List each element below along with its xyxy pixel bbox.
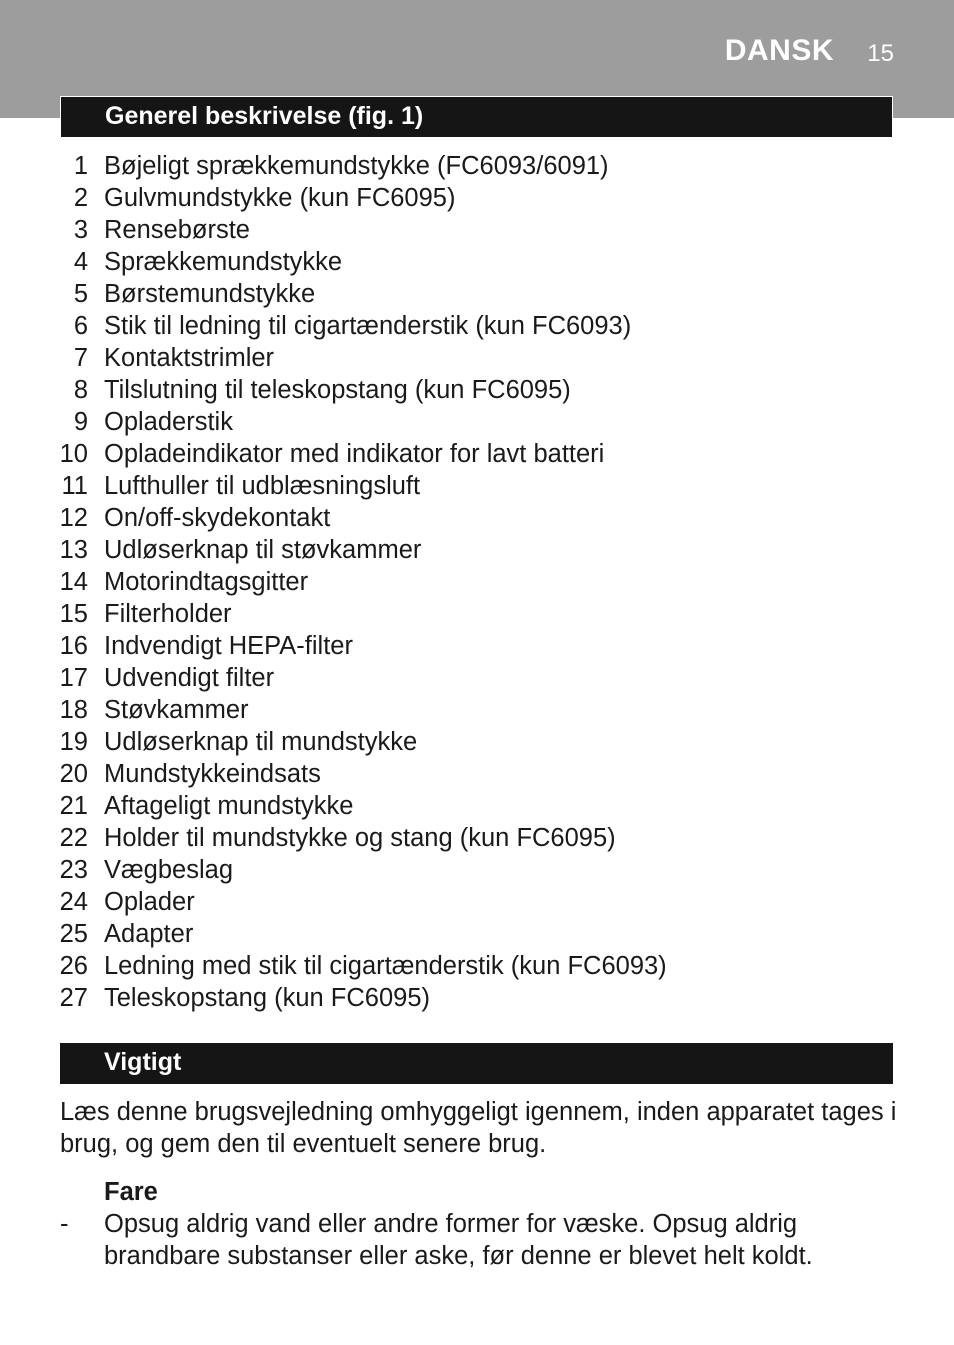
item-label: Gulvmundstykke (kun FC6095) [104,184,456,212]
list-item [0,470,954,502]
item-label: Adapter [104,920,194,948]
item-number: 4 [73,248,88,276]
item-label: Motorindtagsgitter [104,568,309,596]
item-label: Teleskopstang (kun FC6095) [104,984,431,1012]
list-item [0,246,954,278]
list-item [0,534,954,566]
list-item [0,662,954,694]
list-item [0,214,954,246]
item-label: Udløserknap til mundstykke [104,728,418,756]
list-item [0,374,954,406]
item-label: Holder til mundstykke og stang (kun FC6095) [104,824,616,852]
item-label: Opladeindikator med indikator for lavt batteri [104,440,605,468]
language-label: DANSK [724,34,834,67]
item-number: 3 [73,216,88,244]
item-number: 8 [73,376,88,404]
item-label: Bøjeligt sprækkemundstykke (FC6093/6091) [104,152,609,180]
item-number: 22 [59,824,88,852]
list-item [0,278,954,310]
list-item [0,726,954,758]
list-item [0,566,954,598]
item-label: Aftageligt mundstykke [104,792,354,820]
item-number: 27 [59,984,88,1012]
item-number: 6 [73,312,88,340]
item-label: Støvkammer [104,696,249,724]
page-number: 15 [867,40,894,67]
item-number: 11 [61,472,88,500]
list-item [0,630,954,662]
list-item [0,150,954,182]
item-number: 13 [59,536,88,564]
intro-paragraph: Læs denne brugsvejledning omhyggeligt igennem, inden apparatet tages i brug, og gem den til eventuelt senere brug. [60,1098,897,1158]
list-item [0,438,954,470]
item-number: 10 [59,440,88,468]
item-label: Vægbeslag [104,856,234,884]
list-dash: - [60,1210,69,1238]
item-number: 18 [59,696,88,724]
list-item [0,758,954,790]
list-item [0,854,954,886]
item-label: Lufthuller til udblæsningsluft [104,472,421,500]
list-item [0,886,954,918]
parts-list [0,150,954,1014]
section-title: Vigtigt [104,1048,182,1076]
danger-subheading: Fare [104,1178,158,1206]
item-label: Filterholder [104,600,232,628]
list-item [0,694,954,726]
item-label: Udløserknap til støvkammer [104,536,422,564]
item-label: Mundstykkeindsats [104,760,321,788]
section-header-general-description [60,96,893,137]
item-number: 12 [59,504,88,532]
item-number: 5 [73,280,88,308]
item-label: Rensebørste [104,216,250,244]
item-label: Indvendigt HEPA-filter [104,632,353,660]
item-number: 24 [59,888,88,916]
item-number: 14 [59,568,88,596]
section-header-important [60,1043,893,1084]
item-number: 7 [73,344,88,372]
list-item [0,502,954,534]
item-label: Tilslutning til teleskopstang (kun FC6095) [104,376,571,404]
item-number: 19 [59,728,88,756]
list-item [0,822,954,854]
list-item [0,342,954,374]
list-item [0,182,954,214]
item-label: On/off-skydekontakt [104,504,331,532]
item-label: Kontaktstrimler [104,344,275,372]
item-label: Stik til ledning til cigartænderstik (kun FC6093) [104,312,632,340]
item-label: Sprækkemundstykke [104,248,343,276]
item-number: 17 [59,664,88,692]
item-label: Ledning med stik til cigartænderstik (kun FC6093) [104,952,667,980]
item-number: 16 [59,632,88,660]
item-label: Opladerstik [104,408,233,436]
item-number: 25 [59,920,88,948]
item-number: 21 [59,792,88,820]
list-item [0,406,954,438]
warning-text: Opsug aldrig vand eller andre former for væske. Opsug aldrig brandbare substanser eller aske, før denne er blevet helt koldt. [104,1210,813,1270]
list-item [0,982,954,1014]
list-item [0,918,954,950]
item-number: 26 [59,952,88,980]
item-label: Udvendigt filter [104,664,275,692]
list-item [0,310,954,342]
item-number: 2 [73,184,88,212]
item-label: Oplader [104,888,195,916]
list-item [0,950,954,982]
list-item [0,598,954,630]
item-number: 20 [59,760,88,788]
item-number: 1 [73,152,88,180]
section-title: Generel beskrivelse (fig. 1) [105,102,424,130]
item-number: 15 [59,600,88,628]
item-number: 9 [73,408,88,436]
item-number: 23 [59,856,88,884]
list-item [0,790,954,822]
item-label: Børstemundstykke [104,280,316,308]
